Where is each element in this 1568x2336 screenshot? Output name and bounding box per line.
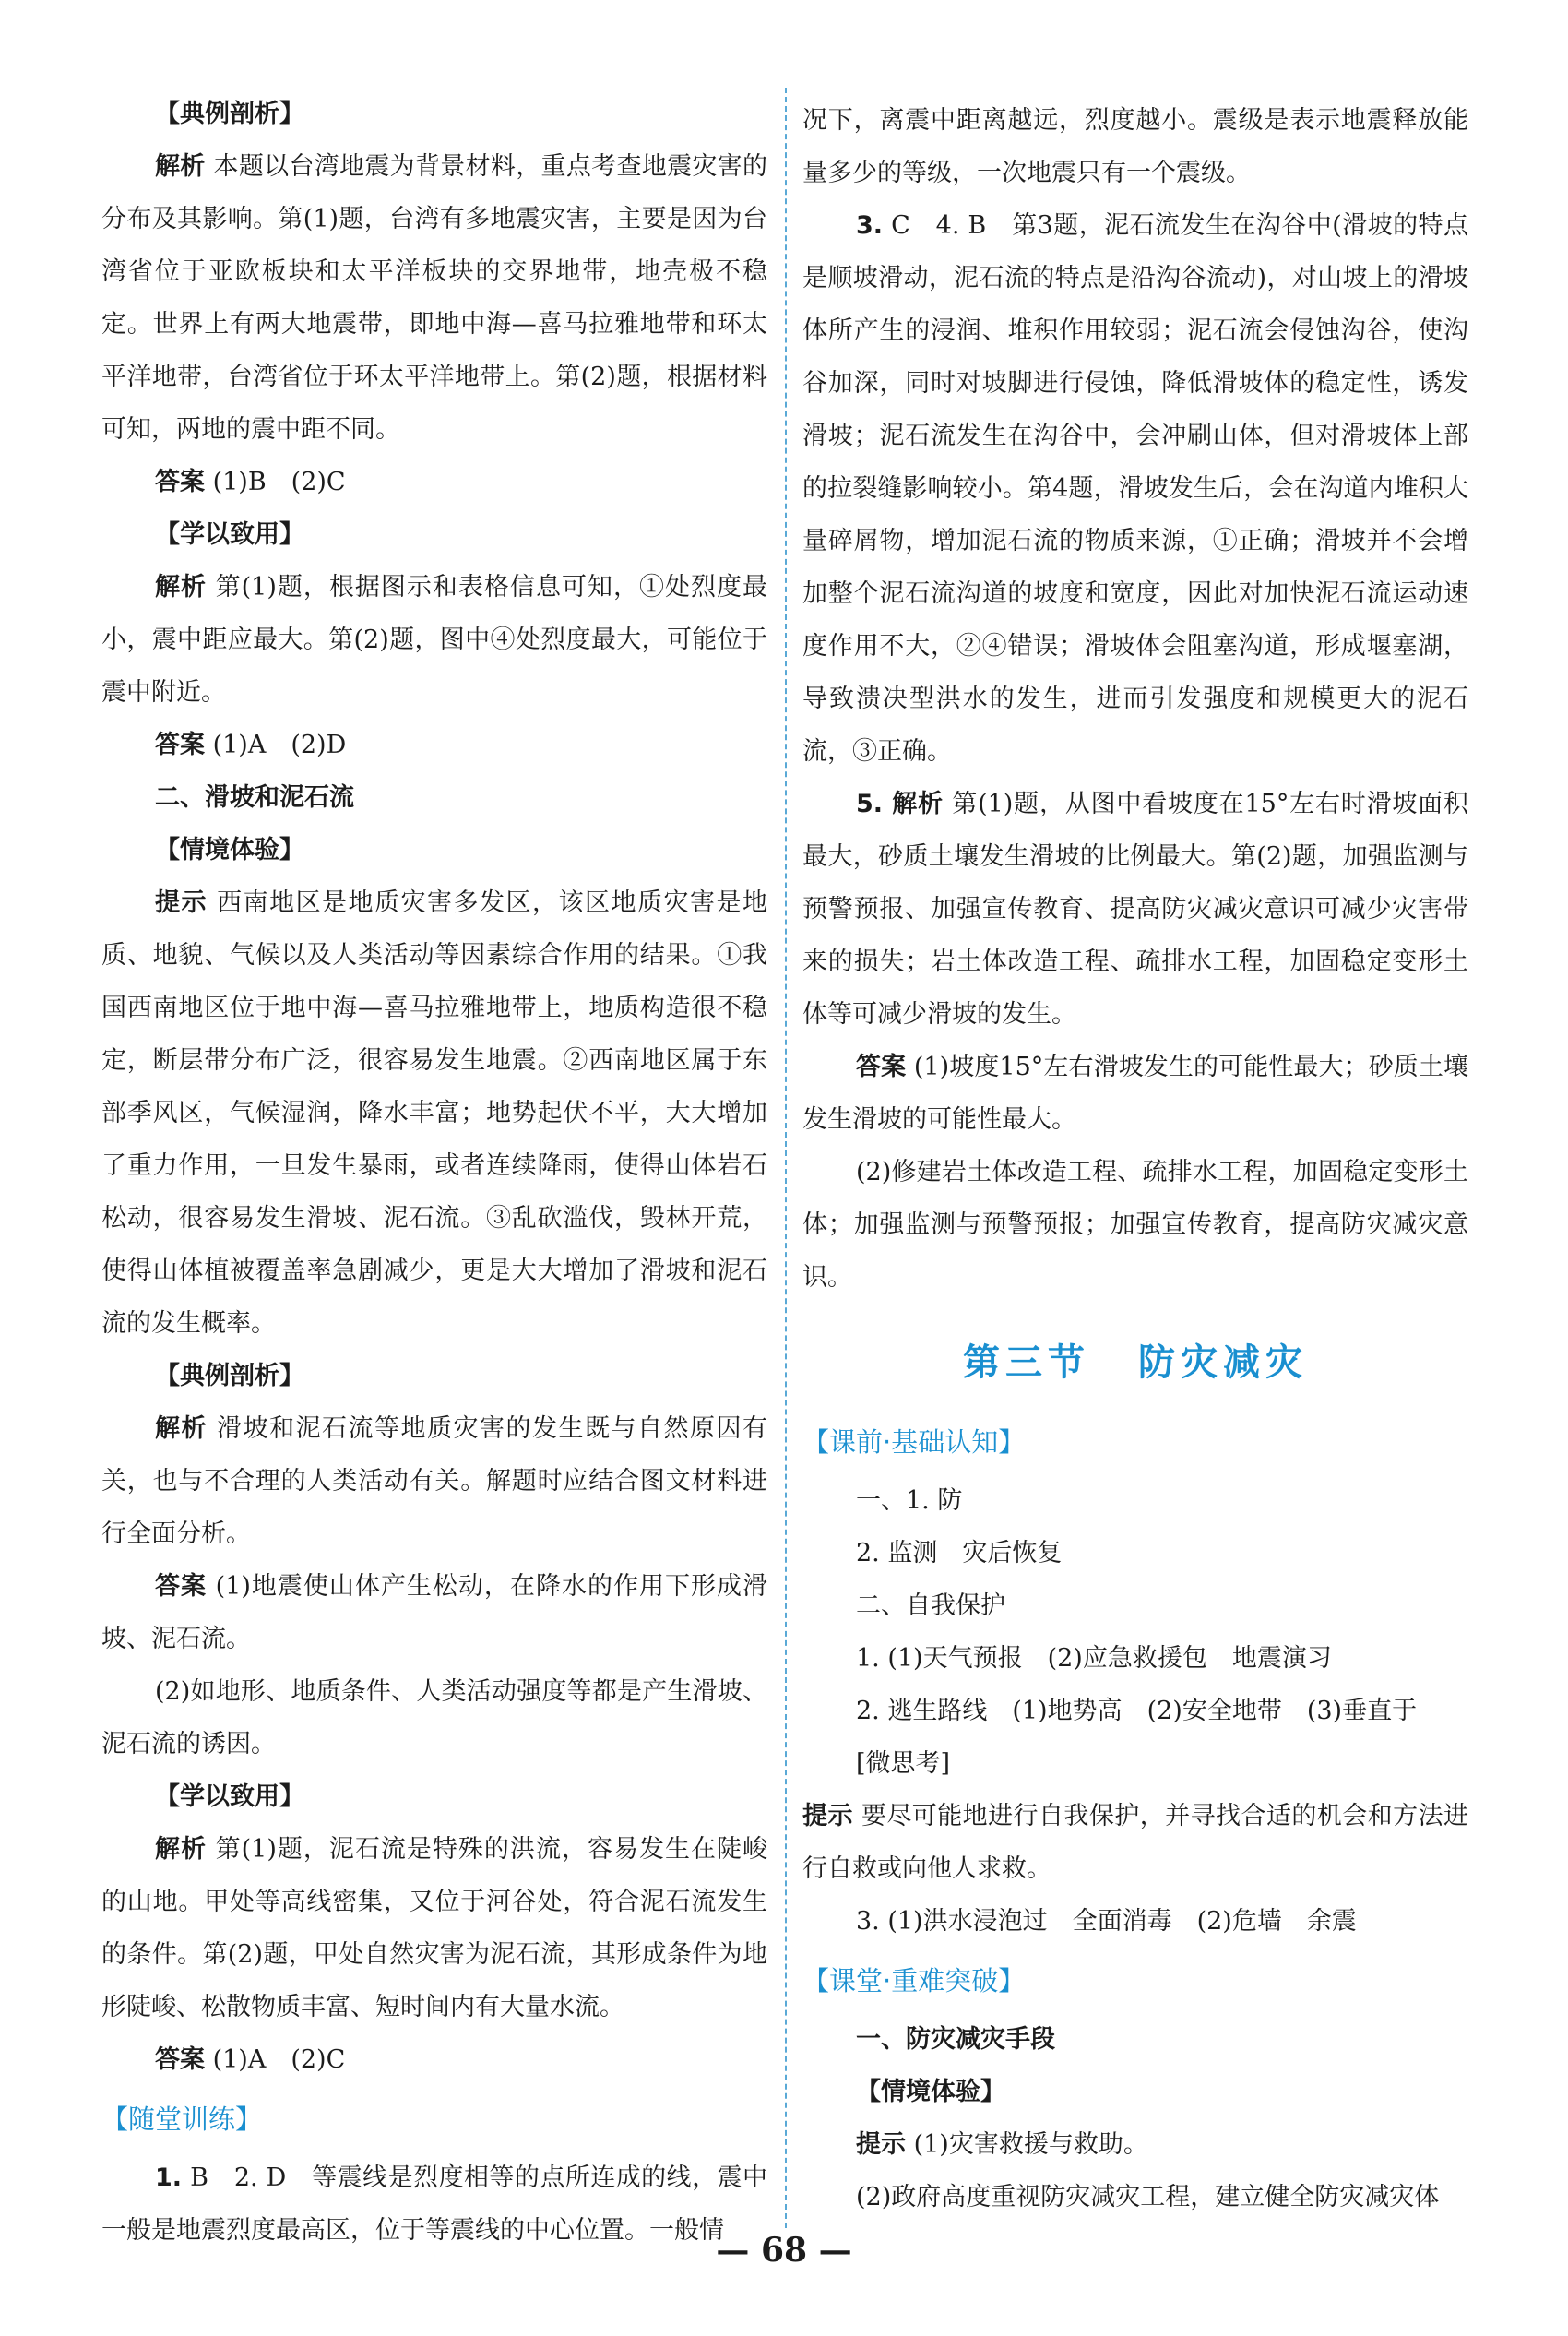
answer-4: 答案 (1)A (2)C <box>155 2045 346 2074</box>
column-divider <box>785 88 787 2228</box>
answer-3-part-2: (2)如地形、地质条件、人类活动强度等都是产生滑坡、泥石流的诱因。 <box>101 1677 767 1758</box>
chapter-name: 防灾减灾 <box>1138 1341 1308 1384</box>
heading-xueyi-2: 【学以致用】 <box>155 1782 304 1811</box>
item-2: 二、自我保护 <box>856 1591 1005 1620</box>
page-number: — 68 — <box>716 2231 852 2270</box>
answer-1: 答案 (1)B (2)C <box>155 468 346 496</box>
item-2-2: 2. 逃生路线 (1)地势高 (2)安全地带 (3)垂直于 <box>856 1697 1418 1725</box>
left-column <box>101 88 767 2257</box>
paragraph-analysis-1: 解析 本题以台湾地震为背景材料，重点考查地震灾害的分布及其影响。第(1)题，台湾有多地震灾害，主要是因为台湾省位于亚欧板块和太平洋板块的交界地带，地壳极不稳定。世界上有两大地震带，即地中海—喜马拉雅地带和环太平洋地带，台湾省位于环太平洋地带上。第(2)题，根据材料可知，两地的震中距不同。 <box>101 152 767 444</box>
heading-xueyi-1: 【学以致用】 <box>155 520 304 549</box>
item-1-1: 一、1. 防 <box>856 1486 963 1515</box>
answer-3: 答案 (1)地震使山体产生松动，在降水的作用下形成滑坡、泥石流。 <box>101 1572 767 1653</box>
paragraph-analysis-2: 解析 第(1)题，根据图示和表格信息可知，①处烈度最小，震中距应最大。第(2)题，图中④处烈度最大，可能位于震中附近。 <box>101 573 767 707</box>
paragraph-hint-1: 提示 西南地区是地质灾害多发区，该区地质灾害是地质、地貌、气候以及人类活动等因素综合作用的结果。①我国西南地区位于地中海—喜马拉雅地带上，地质构造很不稳定，断层带分布广泛，很容易发生地震。②西南地区属于东部季风区，气候湿润，降水丰富；地势起伏不平，大大增加了重力作用，一旦发生暴雨，或者连续降雨，使得山体岩石松动，很容易发生滑坡、泥石流。③乱砍滥伐，毁林开荒，使得山体植被覆盖率急剧减少，更是大大增加了滑坡和泥石流的发生概率。 <box>101 888 767 1338</box>
answer-5: 答案 (1)坡度15°左右滑坡发生的可能性最大；砂质土壤发生滑坡的可能性最大。 <box>802 1053 1468 1134</box>
heading-qingjing-2: 【情境体验】 <box>856 2078 1005 2106</box>
chapter-number: 第三节 <box>963 1341 1090 1384</box>
paragraph-exercise-3-4: 3. C 4. B 第3题，泥石流发生在沟谷中(滑坡的特点是顺坡滑动，泥石流的特点是沿沟谷流动)，对山坡上的滑坡体所产生的浸润、堆积作用较弱；泥石流会侵蚀沟谷，使沟谷加深，同时对坡脚进行侵蚀，降低滑坡体的稳定性，诱发滑坡；泥石流发生在沟谷中，会冲刷山体，但对滑坡体上部的拉裂缝影响较小。第4题，滑坡发生后，会在沟道内堆积大量碎屑物，增加泥石流的物质来源，①正确；滑坡并不会增加整个泥石流沟道的坡度和宽度，因此对加快泥石流运动速度作用不大，②④错误；滑坡体会阻塞沟道，形成堰塞湖，导致溃决型洪水的发生，进而引发强度和规模更大的泥石流，③正确。 <box>802 211 1468 766</box>
answer-5-part-2: (2)修建岩土体改造工程、疏排水工程，加固稳定变形土体；加强监测与预警预报；加强宣传教育，提高防灾减灾意识。 <box>802 1158 1468 1292</box>
item-1-2: 2. 监测 灾后恢复 <box>856 1539 1063 1567</box>
paragraph-hint-2: 提示 要尽可能地进行自我保护，并寻找合适的机会和方法进行自救或向他人求救。 <box>802 1802 1469 1883</box>
section-ketang: 【课堂·重难突破】 <box>802 1965 1026 1996</box>
paragraph-hint-3-part-2: (2)政府高度重视防灾减灾工程，建立健全防灾减灾体 <box>856 2183 1440 2211</box>
paragraph-continued: 况下，离震中距离越远，烈度越小。震级是表示地震释放能量多少的等级，一次地震只有一个震级。 <box>802 106 1468 187</box>
paragraph-exercise-1: 1. B 2. D 等震线是烈度相等的点所连成的线，震中一般是地震烈度最高区，位于等震线的中心位置。一般情 <box>101 2163 767 2245</box>
heading-dianli-2: 【典例剖析】 <box>155 1362 304 1390</box>
right-column <box>802 94 1468 2223</box>
heading-landslide: 二、滑坡和泥石流 <box>155 783 354 812</box>
paragraph-analysis-4: 解析 第(1)题，泥石流是特殊的洪流，容易发生在陡峻的山地。甲处等高线密集，又位于河谷处，符合泥石流发生的条件。第(2)题，甲处自然灾害为泥石流，其形成条件为地形陡峻、松散物质丰富、短时间内有大量水流。 <box>101 1835 767 2021</box>
heading-qingjing: 【情境体验】 <box>155 836 304 864</box>
section-suitang: 【随堂训练】 <box>101 2104 263 2135</box>
chapter-title <box>802 1317 1468 1409</box>
heading-fangzai: 一、防灾减灾手段 <box>856 2025 1055 2054</box>
answer-2: 答案 (1)A (2)D <box>155 731 347 759</box>
item-2-3: 3. (1)洪水浸泡过 全面消毒 (2)危墙 余震 <box>856 1907 1357 1936</box>
item-2-1: 1. (1)天气预报 (2)应急救援包 地震演习 <box>856 1644 1332 1673</box>
paragraph-analysis-3: 解析 滑坡和泥石流等地质灾害的发生既与自然原因有关，也与不合理的人类活动有关。解题时应结合图文材料进行全面分析。 <box>101 1414 767 1548</box>
heading-dianli-1: 【典例剖析】 <box>155 100 304 128</box>
paragraph-exercise-5: 5. 解析 第(1)题，从图中看坡度在15°左右时滑坡面积最大，砂质土壤发生滑坡的比例最大。第(2)题，加强监测与预警预报、加强宣传教育、提高防灾减灾意识可减少灾害带来的损失；岩土体改造工程、疏排水工程，加固稳定变形土体等可减少滑坡的发生。 <box>802 790 1468 1029</box>
micro-think-label: [微思考] <box>856 1749 951 1778</box>
section-kеqian: 【课前·基础认知】 <box>802 1426 1026 1458</box>
paragraph-hint-3: 提示 (1)灾害救援与救助。 <box>856 2130 1148 2159</box>
